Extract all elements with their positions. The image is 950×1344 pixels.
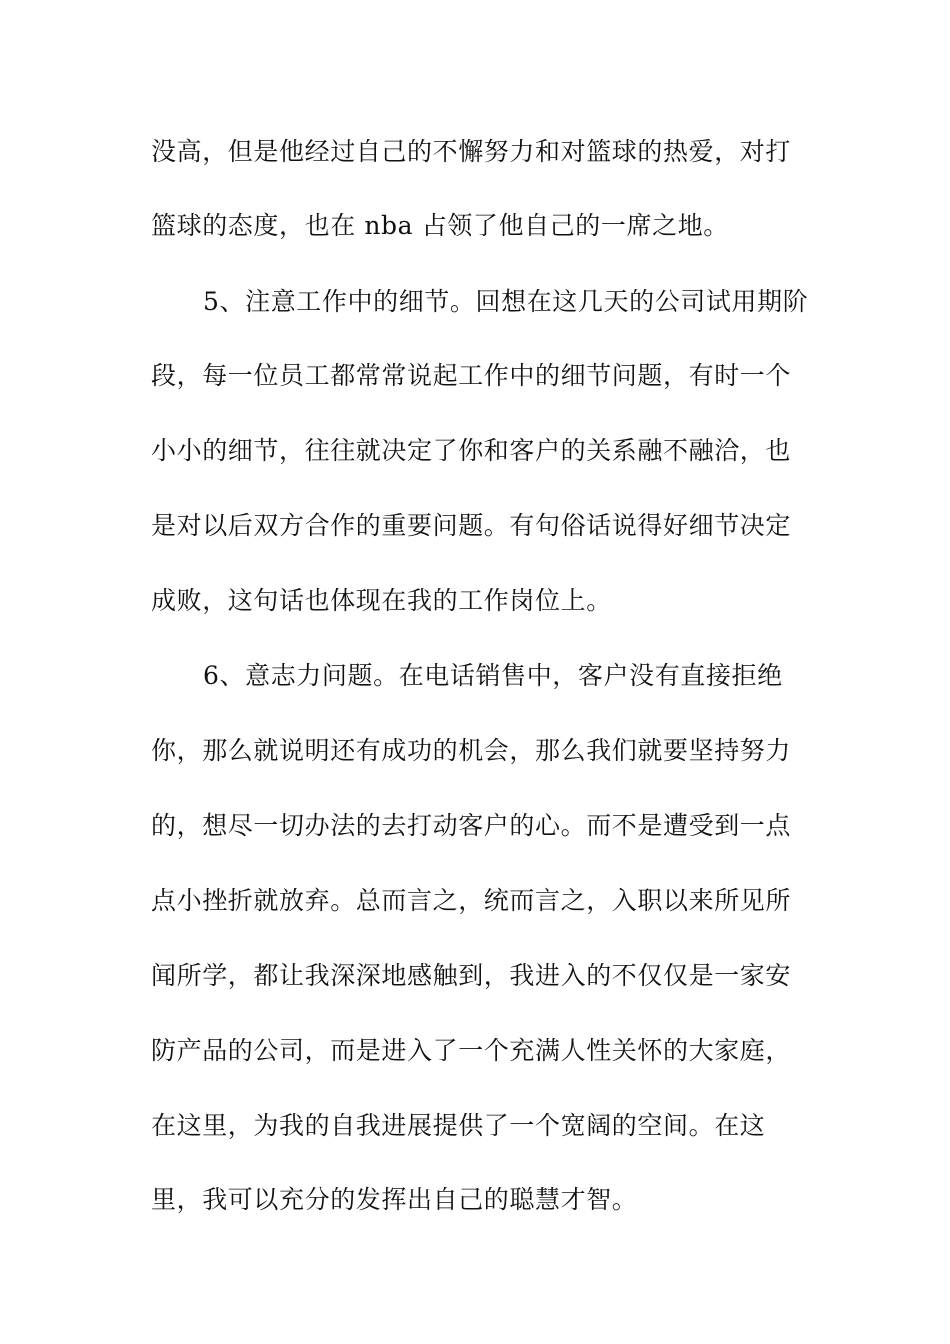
text-line: 是对以后双方合作的重要问题。有句俗话说得好细节决定 — [151, 511, 792, 540]
text-line: 没高，但是他经过自己的不懈努力和对篮球的热爱，对打 — [151, 137, 792, 166]
paragraph-start-line: 5、注意工作中的细节。回想在这几天的公司试用期阶 — [203, 287, 809, 316]
text-line: 的，想尽一切办法的去打动客户的心。而不是遭受到一点 — [151, 811, 792, 840]
text-line: 小小的细节，往往就决定了你和客户的关系融不融洽，也 — [151, 436, 792, 465]
text-line: 段，每一位员工都常常说起工作中的细节问题，有时一个 — [151, 361, 792, 390]
text-line: 在这里，为我的自我进展提供了一个宽阔的空间。在这 — [151, 1111, 766, 1140]
text-line: 防产品的公司，而是进入了一个充满人性关怀的大家庭， — [151, 1036, 792, 1065]
text-line: 成败，这句话也体现在我的工作岗位上。 — [151, 586, 612, 615]
text-line: 你，那么就说明还有成功的机会，那么我们就要坚持努力 — [151, 736, 792, 765]
text-line: 篮球的态度，也在 nba 占领了他自己的一席之地。 — [151, 211, 729, 240]
paragraph-start-line: 6、意志力问题。在电话销售中，客户没有直接拒绝 — [203, 661, 783, 690]
text-line: 里，我可以充分的发挥出自己的聪慧才智。 — [151, 1185, 638, 1214]
text-line: 闻所学，都让我深深地感触到，我进入的不仅仅是一家安 — [151, 961, 792, 990]
text-line: 点小挫折就放弃。总而言之，统而言之，入职以来所见所 — [151, 886, 792, 915]
